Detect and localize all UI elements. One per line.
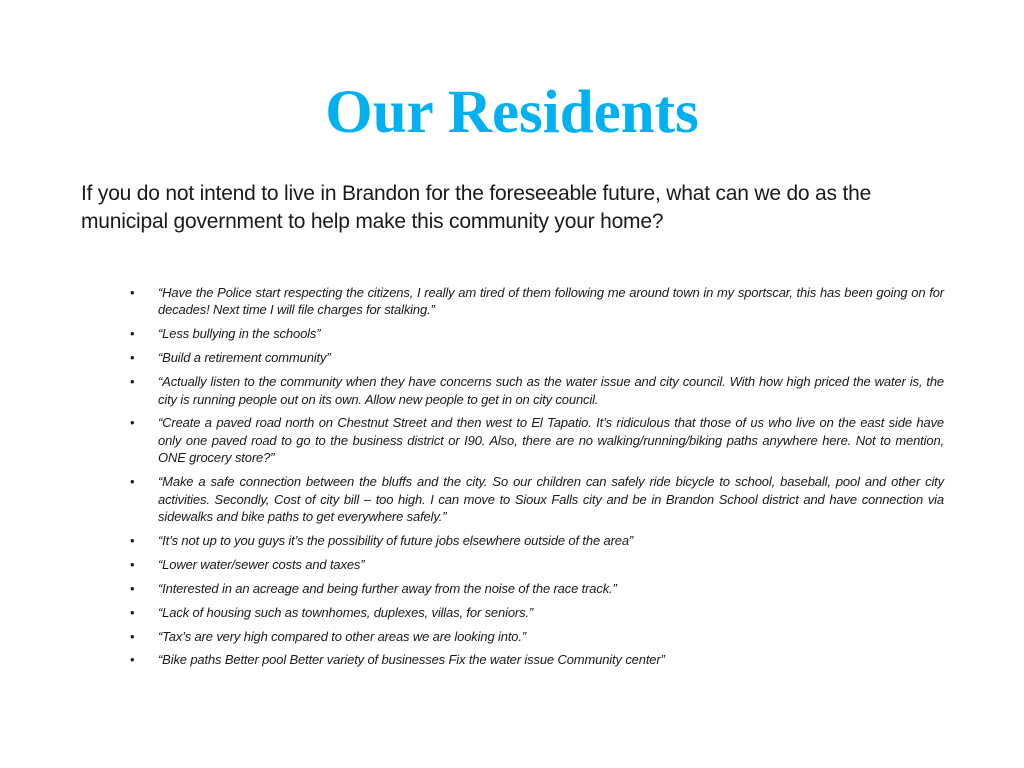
bullet-icon: • xyxy=(130,374,135,390)
response-text: “Have the Police start respecting the citizens, I really am tired of them following me around town in my sportscar, this has been going on for decades! Next time I will file charges for stalking.” xyxy=(158,285,944,318)
response-text: “Actually listen to the community when they have concerns such as the water issue and city council. With how high priced the water is, the city is running people out on its own. Allow new people to get in on city council. xyxy=(158,374,944,407)
bullet-icon: • xyxy=(130,652,135,668)
list-item xyxy=(130,473,944,525)
list-item xyxy=(130,628,944,645)
response-text: “Less bullying in the schools” xyxy=(158,326,321,342)
bullet-icon: • xyxy=(130,415,135,431)
bullet-icon: • xyxy=(130,556,135,572)
slide-title: Our Residents xyxy=(325,79,699,146)
response-text: “Lack of housing such as townhomes, duplexes, villas, for seniors.” xyxy=(158,604,534,620)
list-item xyxy=(130,532,944,549)
list-item xyxy=(130,284,944,319)
list-item xyxy=(130,325,944,342)
bullet-icon: • xyxy=(130,628,135,644)
bullet-icon: • xyxy=(130,350,135,366)
survey-question: If you do not intend to live in Brandon for the foreseeable future, what can we do as the municipal government to help make this community your home? xyxy=(81,182,872,233)
response-text: “Make a safe connection between the bluffs and the city. So our children can safely ride bicycle to school, baseball, pool and other city activities. Secondly, Cost of city bill – too high. I can move to Sioux Falls city and be in Brandon School district and have connection via sidewalks and bike paths to get everywhere safely.” xyxy=(158,474,944,524)
response-text: “Bike paths Better pool Better variety of businesses Fix the water issue Community center” xyxy=(158,652,665,668)
list-item xyxy=(130,414,944,466)
response-text: “Create a paved road north on Chestnut Street and then west to El Tapatio. It’s ridiculous that those of us who live on the east side have only one paved road to go to the business district or I90. Also, there are no walking/running/biking paths anywhere here. Not to mention, ONE grocery store?” xyxy=(158,415,944,466)
response-text: “It’s not up to you guys it’s the possibility of future jobs elsewhere outside of the area” xyxy=(158,532,634,548)
list-item xyxy=(130,651,944,668)
bullet-icon: • xyxy=(130,532,135,548)
response-text: “Build a retirement community” xyxy=(158,350,331,366)
bullet-icon: • xyxy=(130,285,135,300)
response-text: “Tax’s are very high compared to other areas we are looking into.” xyxy=(158,628,527,644)
list-item xyxy=(130,349,944,366)
bullet-icon: • xyxy=(130,604,135,620)
response-text: “Interested in an acreage and being further away from the noise of the race track.” xyxy=(158,580,617,596)
bullet-icon: • xyxy=(130,474,135,490)
response-list xyxy=(130,284,944,675)
list-item xyxy=(130,556,944,573)
bullet-icon: • xyxy=(130,580,135,596)
list-item xyxy=(130,604,944,621)
list-item xyxy=(130,373,944,408)
response-text: “Lower water/sewer costs and taxes” xyxy=(158,556,365,572)
bullet-icon: • xyxy=(130,326,135,342)
list-item xyxy=(130,580,944,597)
